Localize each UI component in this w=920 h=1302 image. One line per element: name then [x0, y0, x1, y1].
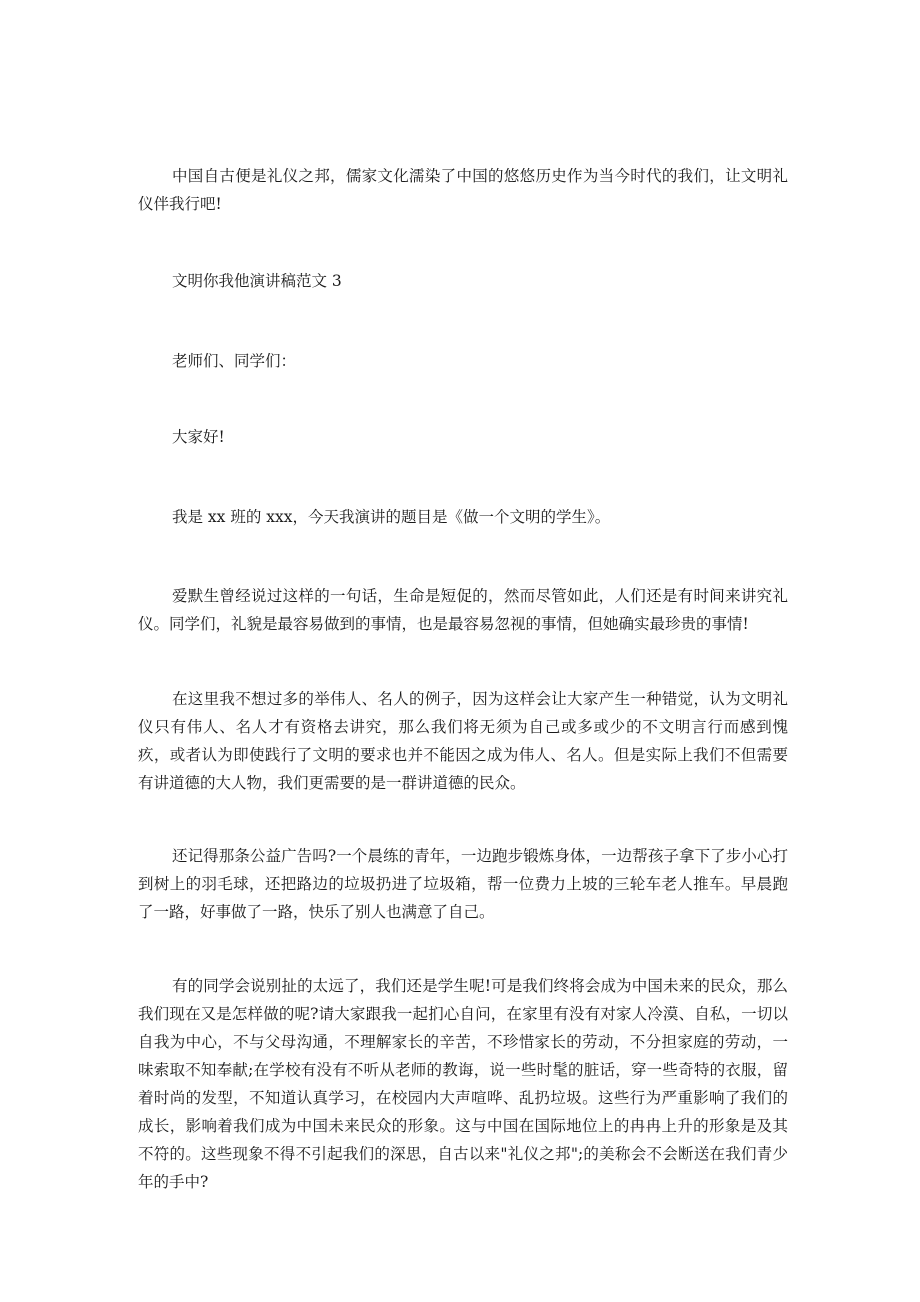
greeting: 大家好!	[172, 428, 225, 446]
paragraph-intro-closing: 中国自古便是礼仪之邦，儒家文化濡染了中国的悠悠历史作为当今时代的我们，让文明礼仪伴我行吧!	[138, 167, 788, 213]
paragraph-great-people: 在这里我不想过多的举伟人、名人的例子，因为这样会让大家产生一种错觉，认为文明礼仪只有伟人、名人才有资格去讲究，那么我们将无须为自己或多或少的不文明言行而感到愧疚，或者认为即使践行了文明的要求也并不能因之成为伟人、名人。但是实际上我们不但需要有讲道德的大人物，我们更需要的是一群讲道德的民众。	[138, 690, 788, 792]
paragraph-self-introduction: 我是 xx 班的 xxx，今天我演讲的题目是《做一个文明的学生》。	[172, 508, 611, 526]
paragraph-self-reflection: 有的同学会说别扯的太远了，我们还是学生呢!可是我们终将会成为中国未来的民众，那么我们现在又是怎样做的呢?请大家跟我一起扪心自问，在家里有没有对家人冷漠、自私，一切以自我为中心，不与父母沟通，不理解家长的辛苦，不珍惜家长的劳动，不分担家庭的劳动，一味索取不知奉献;在学校有没有不听从老师的教诲，说一些时髦的脏话，穿一些奇特的衣服，留着时尚的发型，不知道认真学习，在校园内大声喧哗、乱扔垃圾。这些行为严重影响了我们的成长，影响着我们成为中国未来民众的形象。这与中国在国际地位上的冉冉上升的形象是及其不符的。这些现象不得不引起我们的深思，自古以来"礼仪之邦";的美称会不会断送在我们青少年的手中?	[138, 977, 788, 1191]
paragraph-emerson-quote: 爱默生曾经说过这样的一句话，生命是短促的，然而尽管如此，人们还是有时间来讲究礼仪。同学们，礼貌是最容易做到的事情，也是最容易忽视的事情，但她确实最珍贵的事情!	[138, 587, 788, 633]
section-heading: 文明你我他演讲稿范文 3	[172, 272, 342, 290]
paragraph-public-ad: 还记得那条公益广告吗?一个晨练的青年，一边跑步锻炼身体，一边帮孩子拿下了步小心打到树上的羽毛球，还把路边的垃圾扔进了垃圾箱，帮一位费力上坡的三轮车老人推车。早晨跑了一路，好事做了一路，快乐了别人也满意了自己。	[138, 847, 788, 921]
salutation: 老师们、同学们：	[172, 352, 297, 370]
